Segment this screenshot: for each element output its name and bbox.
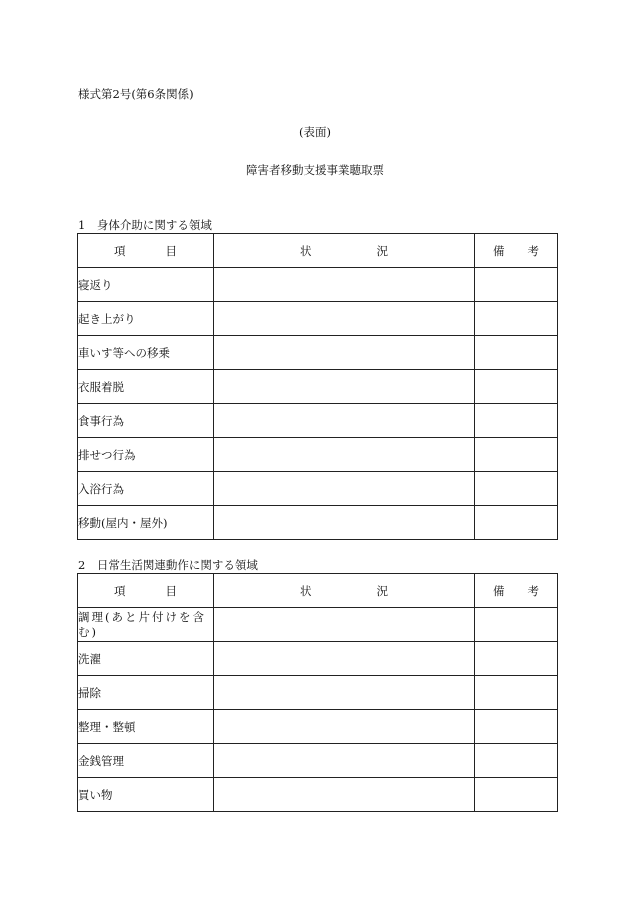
column-header-status bbox=[214, 574, 475, 608]
row-label: 衣服着脱 bbox=[78, 370, 214, 404]
column-header-status-char-2: 況 bbox=[376, 583, 388, 598]
table-row bbox=[78, 268, 558, 302]
table-row bbox=[78, 472, 558, 506]
table-row bbox=[78, 302, 558, 336]
remarks-cell[interactable] bbox=[475, 608, 558, 642]
remarks-cell[interactable] bbox=[475, 506, 558, 540]
remarks-cell[interactable] bbox=[475, 404, 558, 438]
column-header-item bbox=[78, 234, 214, 268]
table-header-row bbox=[78, 234, 558, 268]
table-row bbox=[78, 608, 558, 642]
column-header-remarks bbox=[475, 234, 558, 268]
remarks-cell[interactable] bbox=[475, 370, 558, 404]
status-cell[interactable] bbox=[214, 710, 475, 744]
status-cell[interactable] bbox=[214, 472, 475, 506]
row-label: 入浴行為 bbox=[78, 472, 214, 506]
row-label: 排せつ行為 bbox=[78, 438, 214, 472]
row-label: 移動(屋内・屋外) bbox=[78, 506, 214, 540]
side-label: (表面) bbox=[299, 125, 331, 139]
remarks-cell[interactable] bbox=[475, 438, 558, 472]
column-header-remarks-char-1: 備 bbox=[493, 243, 505, 258]
row-label: 寝返り bbox=[78, 268, 214, 302]
daily-living-table bbox=[77, 573, 558, 812]
row-label: 整理・整頓 bbox=[78, 710, 214, 744]
status-cell[interactable] bbox=[214, 404, 475, 438]
status-cell[interactable] bbox=[214, 302, 475, 336]
remarks-cell[interactable] bbox=[475, 676, 558, 710]
section-1-heading: 1 身体介助に関する領域 bbox=[78, 218, 212, 232]
column-header-remarks-char-1: 備 bbox=[493, 583, 505, 598]
column-header-status-char-1: 状 bbox=[300, 583, 312, 598]
row-label: 食事行為 bbox=[78, 404, 214, 438]
table-header-row bbox=[78, 574, 558, 608]
column-header-item bbox=[78, 574, 214, 608]
row-label: 車いす等への移乗 bbox=[78, 336, 214, 370]
column-header-item-char-2: 目 bbox=[165, 583, 177, 598]
row-label: 金銭管理 bbox=[78, 744, 214, 778]
body-assistance-table bbox=[77, 233, 558, 540]
column-header-status-char-2: 況 bbox=[376, 243, 388, 258]
column-header-remarks-char-2: 考 bbox=[527, 583, 539, 598]
status-cell[interactable] bbox=[214, 744, 475, 778]
status-cell[interactable] bbox=[214, 778, 475, 812]
column-header-item-char-2: 目 bbox=[165, 243, 177, 258]
row-label: 起き上がり bbox=[78, 302, 214, 336]
status-cell[interactable] bbox=[214, 506, 475, 540]
column-header-item-char-1: 項 bbox=[114, 243, 126, 258]
column-header-item-char-1: 項 bbox=[114, 583, 126, 598]
row-label: 買い物 bbox=[78, 778, 214, 812]
table-row bbox=[78, 710, 558, 744]
remarks-cell[interactable] bbox=[475, 268, 558, 302]
remarks-cell[interactable] bbox=[475, 336, 558, 370]
status-cell[interactable] bbox=[214, 336, 475, 370]
remarks-cell[interactable] bbox=[475, 472, 558, 506]
table-row bbox=[78, 778, 558, 812]
form-number: 様式第2号(第6条関係) bbox=[78, 87, 194, 101]
remarks-cell[interactable] bbox=[475, 302, 558, 336]
status-cell[interactable] bbox=[214, 642, 475, 676]
table-row bbox=[78, 370, 558, 404]
status-cell[interactable] bbox=[214, 268, 475, 302]
remarks-cell[interactable] bbox=[475, 710, 558, 744]
status-cell[interactable] bbox=[214, 370, 475, 404]
table-row bbox=[78, 744, 558, 778]
status-cell[interactable] bbox=[214, 438, 475, 472]
table-row bbox=[78, 506, 558, 540]
row-label: 洗濯 bbox=[78, 642, 214, 676]
column-header-remarks-char-2: 考 bbox=[527, 243, 539, 258]
remarks-cell[interactable] bbox=[475, 744, 558, 778]
remarks-cell[interactable] bbox=[475, 642, 558, 676]
table-row bbox=[78, 438, 558, 472]
column-header-status bbox=[214, 234, 475, 268]
column-header-remarks bbox=[475, 574, 558, 608]
row-label: 調理(あと片付けを含む) bbox=[78, 608, 214, 642]
table-row bbox=[78, 404, 558, 438]
section-2-heading: 2 日常生活関連動作に関する領域 bbox=[78, 558, 258, 572]
row-label: 掃除 bbox=[78, 676, 214, 710]
table-row bbox=[78, 642, 558, 676]
status-cell[interactable] bbox=[214, 676, 475, 710]
table-row bbox=[78, 336, 558, 370]
remarks-cell[interactable] bbox=[475, 778, 558, 812]
document-title: 障害者移動支援事業聴取票 bbox=[246, 163, 384, 177]
column-header-status-char-1: 状 bbox=[300, 243, 312, 258]
status-cell[interactable] bbox=[214, 608, 475, 642]
table-row bbox=[78, 676, 558, 710]
